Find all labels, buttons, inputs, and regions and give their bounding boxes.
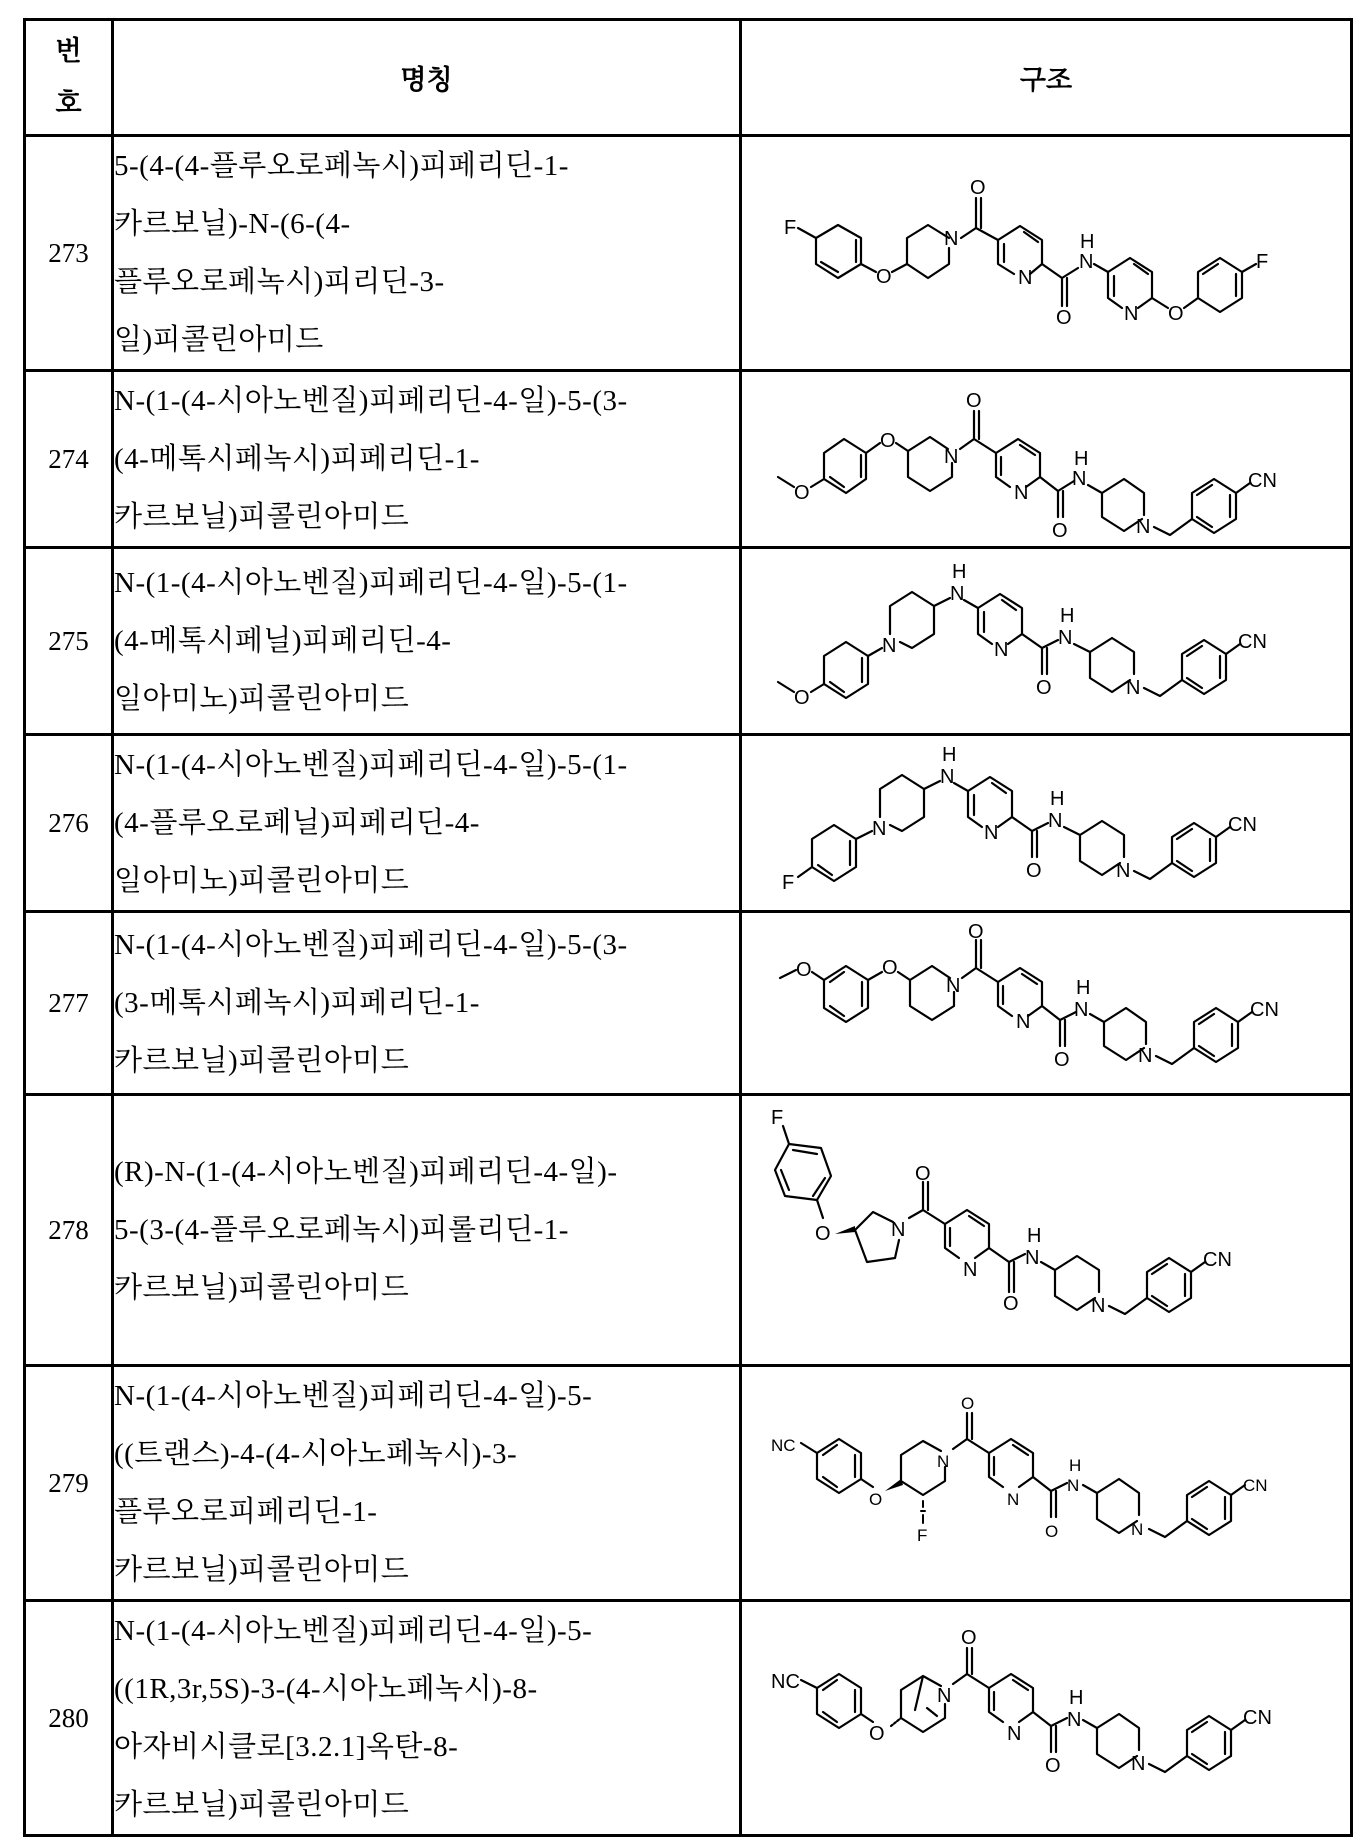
compound-name bbox=[113, 912, 741, 1095]
svg-text:N: N bbox=[940, 765, 955, 788]
svg-text:O: O bbox=[794, 687, 810, 709]
svg-text:N: N bbox=[1091, 1295, 1106, 1317]
svg-text:N: N bbox=[994, 639, 1009, 661]
name-line: N-(1-(4-시아노벤질)피페리딘-4-일)-5-(3- bbox=[114, 385, 628, 417]
svg-text:N: N bbox=[1079, 251, 1094, 273]
svg-text:CN: CN bbox=[1250, 999, 1279, 1021]
svg-text:O: O bbox=[1026, 859, 1042, 882]
svg-text:O: O bbox=[796, 959, 812, 981]
svg-text:O: O bbox=[815, 1223, 831, 1245]
svg-text:N: N bbox=[1007, 1723, 1022, 1745]
svg-text:N: N bbox=[944, 228, 959, 250]
compound-name bbox=[113, 1601, 741, 1836]
compound-number: 280 bbox=[25, 1601, 113, 1836]
name-line: 플루오로페녹시)피리딘-3- bbox=[114, 266, 445, 298]
svg-text:N: N bbox=[946, 975, 961, 997]
name-line: 일아미노)피콜린아미드 bbox=[114, 865, 410, 897]
svg-text:N: N bbox=[882, 635, 897, 657]
svg-text:H: H bbox=[1074, 447, 1089, 470]
name-line: (4-메톡시페닐)피페리딘-4- bbox=[114, 625, 452, 657]
table-row bbox=[25, 1366, 1352, 1601]
chemical-structure-277-icon bbox=[756, 918, 1336, 1088]
name-line: (4-메톡시페녹시)피페리딘-1- bbox=[114, 443, 480, 475]
svg-text:O: O bbox=[1045, 1755, 1061, 1777]
table-row bbox=[25, 1601, 1352, 1836]
compound-structure bbox=[741, 1095, 1352, 1366]
svg-text:N: N bbox=[1014, 481, 1029, 504]
svg-text:O: O bbox=[876, 266, 892, 288]
name-line: ((1R,3r,5S)-3-(4-시아노페녹시)-8- bbox=[114, 1673, 538, 1705]
svg-text:O: O bbox=[1056, 307, 1072, 329]
svg-text:N: N bbox=[1007, 1490, 1020, 1509]
svg-text:O: O bbox=[880, 429, 896, 452]
chemical-structure-275-icon bbox=[756, 556, 1336, 726]
name-line: 카르보닐)-N-(6-(4- bbox=[114, 208, 351, 240]
name-line: 플루오로피페리딘-1- bbox=[114, 1496, 378, 1528]
name-line: (R)-N-(1-(4-시아노벤질)피페리딘-4-일)- bbox=[114, 1156, 618, 1188]
header-number bbox=[25, 20, 113, 136]
chemical-structure-276-icon bbox=[756, 741, 1336, 906]
svg-text:N: N bbox=[944, 445, 959, 468]
name-line: 일아미노)피콜린아미드 bbox=[114, 683, 410, 715]
compound-number: 273 bbox=[25, 136, 113, 371]
name-line: 일)피콜린아미드 bbox=[114, 324, 324, 356]
svg-text:CN: CN bbox=[1243, 1707, 1272, 1729]
svg-text:N: N bbox=[872, 817, 887, 840]
svg-text:N: N bbox=[950, 583, 965, 605]
compound-name bbox=[113, 1095, 741, 1366]
compound-structure bbox=[741, 912, 1352, 1095]
header-name: 명칭 bbox=[113, 20, 741, 136]
compound-number: 277 bbox=[25, 912, 113, 1095]
svg-text:N: N bbox=[1131, 1520, 1144, 1539]
svg-text:O: O bbox=[1052, 519, 1068, 542]
svg-text:N: N bbox=[1074, 999, 1089, 1021]
svg-text:CN: CN bbox=[1243, 1476, 1268, 1495]
svg-text:F: F bbox=[784, 217, 797, 239]
compound-name bbox=[113, 548, 741, 735]
svg-text:N: N bbox=[1058, 627, 1073, 649]
name-line: (4-플루오로페닐)피페리딘-4- bbox=[114, 807, 480, 839]
header-structure: 구조 bbox=[741, 20, 1352, 136]
svg-text:O: O bbox=[1054, 1049, 1070, 1071]
svg-text:N: N bbox=[984, 821, 999, 844]
svg-text:N: N bbox=[1116, 859, 1131, 882]
compound-name bbox=[113, 371, 741, 548]
svg-text:H: H bbox=[1050, 787, 1065, 810]
svg-text:O: O bbox=[970, 177, 986, 199]
svg-text:N: N bbox=[937, 1685, 952, 1707]
svg-text:H: H bbox=[942, 743, 957, 766]
compound-structure bbox=[741, 371, 1352, 548]
svg-text:N: N bbox=[1067, 1476, 1080, 1495]
chemical-structure-274-icon bbox=[756, 377, 1336, 542]
svg-text:H: H bbox=[1080, 231, 1095, 253]
compound-structure bbox=[741, 1366, 1352, 1601]
compound-structure bbox=[741, 136, 1352, 371]
svg-text:CN: CN bbox=[1203, 1249, 1232, 1271]
svg-text:H: H bbox=[1027, 1225, 1042, 1247]
svg-text:N: N bbox=[1016, 1011, 1031, 1033]
compound-number: 275 bbox=[25, 548, 113, 735]
svg-text:F: F bbox=[782, 871, 795, 894]
name-line: 아자비시클로[3.2.1]옥탄-8- bbox=[114, 1731, 459, 1763]
name-line: 카르보닐)피콜린아미드 bbox=[114, 1045, 410, 1077]
svg-text:N: N bbox=[1067, 1709, 1082, 1731]
svg-text:O: O bbox=[869, 1490, 883, 1509]
svg-text:O: O bbox=[882, 957, 898, 979]
compound-number: 274 bbox=[25, 371, 113, 548]
svg-text:F: F bbox=[1256, 251, 1269, 273]
svg-text:N: N bbox=[1131, 1753, 1146, 1775]
header-number-line1: 번 bbox=[55, 35, 82, 67]
svg-text:H: H bbox=[1069, 1456, 1082, 1475]
svg-text:O: O bbox=[961, 1627, 977, 1649]
table-row bbox=[25, 136, 1352, 371]
svg-text:F: F bbox=[771, 1107, 784, 1129]
svg-text:H: H bbox=[952, 561, 967, 583]
name-line: 5-(3-(4-플루오로페녹시)피롤리딘-1- bbox=[114, 1214, 569, 1246]
svg-text:N: N bbox=[1136, 515, 1151, 538]
compound-name bbox=[113, 735, 741, 912]
compound-structure bbox=[741, 735, 1352, 912]
name-line: ((트랜스)-4-(4-시아노페녹시)-3- bbox=[114, 1438, 518, 1470]
compound-name bbox=[113, 136, 741, 371]
name-line: N-(1-(4-시아노벤질)피페리딘-4-일)-5- bbox=[114, 1615, 593, 1647]
svg-text:O: O bbox=[961, 1394, 975, 1413]
svg-text:CN: CN bbox=[1238, 631, 1267, 653]
chemical-structure-278-icon bbox=[751, 1100, 1341, 1360]
chemical-structure-273-icon bbox=[766, 168, 1326, 338]
svg-text:N: N bbox=[891, 1219, 906, 1241]
svg-text:H: H bbox=[1060, 605, 1075, 627]
compound-structure bbox=[741, 1601, 1352, 1836]
svg-text:O: O bbox=[1168, 303, 1184, 325]
svg-text:N: N bbox=[937, 1452, 950, 1471]
chemical-structure-280-icon bbox=[751, 1608, 1341, 1828]
compound-number: 278 bbox=[25, 1095, 113, 1366]
svg-text:CN: CN bbox=[1228, 813, 1257, 836]
svg-text:H: H bbox=[1069, 1687, 1084, 1709]
svg-text:O: O bbox=[1003, 1293, 1019, 1315]
header-number-line2: 호 bbox=[55, 87, 82, 119]
svg-text:O: O bbox=[794, 481, 810, 504]
compound-number: 276 bbox=[25, 735, 113, 912]
header-row bbox=[25, 20, 1352, 136]
svg-text:O: O bbox=[1036, 677, 1052, 699]
svg-text:O: O bbox=[966, 389, 982, 412]
table-row bbox=[25, 912, 1352, 1095]
compound-name bbox=[113, 1366, 741, 1601]
table-row bbox=[25, 548, 1352, 735]
svg-text:N: N bbox=[1126, 677, 1141, 699]
name-line: N-(1-(4-시아노벤질)피페리딘-4-일)-5-(3- bbox=[114, 929, 628, 961]
compound-number: 279 bbox=[25, 1366, 113, 1601]
name-line: N-(1-(4-시아노벤질)피페리딘-4-일)-5- bbox=[114, 1380, 593, 1412]
svg-text:N: N bbox=[1025, 1247, 1040, 1269]
svg-text:N: N bbox=[963, 1259, 978, 1281]
name-line: 카르보닐)피콜린아미드 bbox=[114, 1272, 410, 1304]
svg-text:N: N bbox=[1138, 1045, 1153, 1067]
svg-text:NC: NC bbox=[771, 1436, 796, 1455]
compound-structure bbox=[741, 548, 1352, 735]
svg-text:N: N bbox=[1048, 809, 1063, 832]
svg-text:N: N bbox=[1018, 267, 1033, 289]
svg-text:CN: CN bbox=[1248, 469, 1277, 492]
svg-text:O: O bbox=[1045, 1522, 1059, 1541]
name-line: N-(1-(4-시아노벤질)피페리딘-4-일)-5-(1- bbox=[114, 749, 628, 781]
name-line: 5-(4-(4-플루오로페녹시)피페리딘-1- bbox=[114, 150, 569, 182]
svg-text:O: O bbox=[915, 1163, 931, 1185]
svg-text:H: H bbox=[1076, 977, 1091, 999]
table-row bbox=[25, 735, 1352, 912]
svg-text:O: O bbox=[869, 1723, 885, 1745]
table-row bbox=[25, 1095, 1352, 1366]
compound-table bbox=[23, 18, 1353, 1837]
svg-text:NC: NC bbox=[771, 1671, 800, 1693]
svg-text:O: O bbox=[968, 921, 984, 943]
name-line: 카르보닐)피콜린아미드 bbox=[114, 1554, 410, 1586]
name-line: 카르보닐)피콜린아미드 bbox=[114, 1789, 410, 1821]
name-line: N-(1-(4-시아노벤질)피페리딘-4-일)-5-(1- bbox=[114, 567, 628, 599]
svg-text:N: N bbox=[1124, 303, 1139, 325]
table-row bbox=[25, 371, 1352, 548]
name-line: 카르보닐)피콜린아미드 bbox=[114, 501, 410, 533]
svg-text:F: F bbox=[917, 1526, 928, 1545]
name-line: (3-메톡시페녹시)피페리딘-1- bbox=[114, 987, 480, 1019]
svg-text:N: N bbox=[1072, 467, 1087, 490]
chemical-structure-279-icon bbox=[751, 1373, 1341, 1593]
